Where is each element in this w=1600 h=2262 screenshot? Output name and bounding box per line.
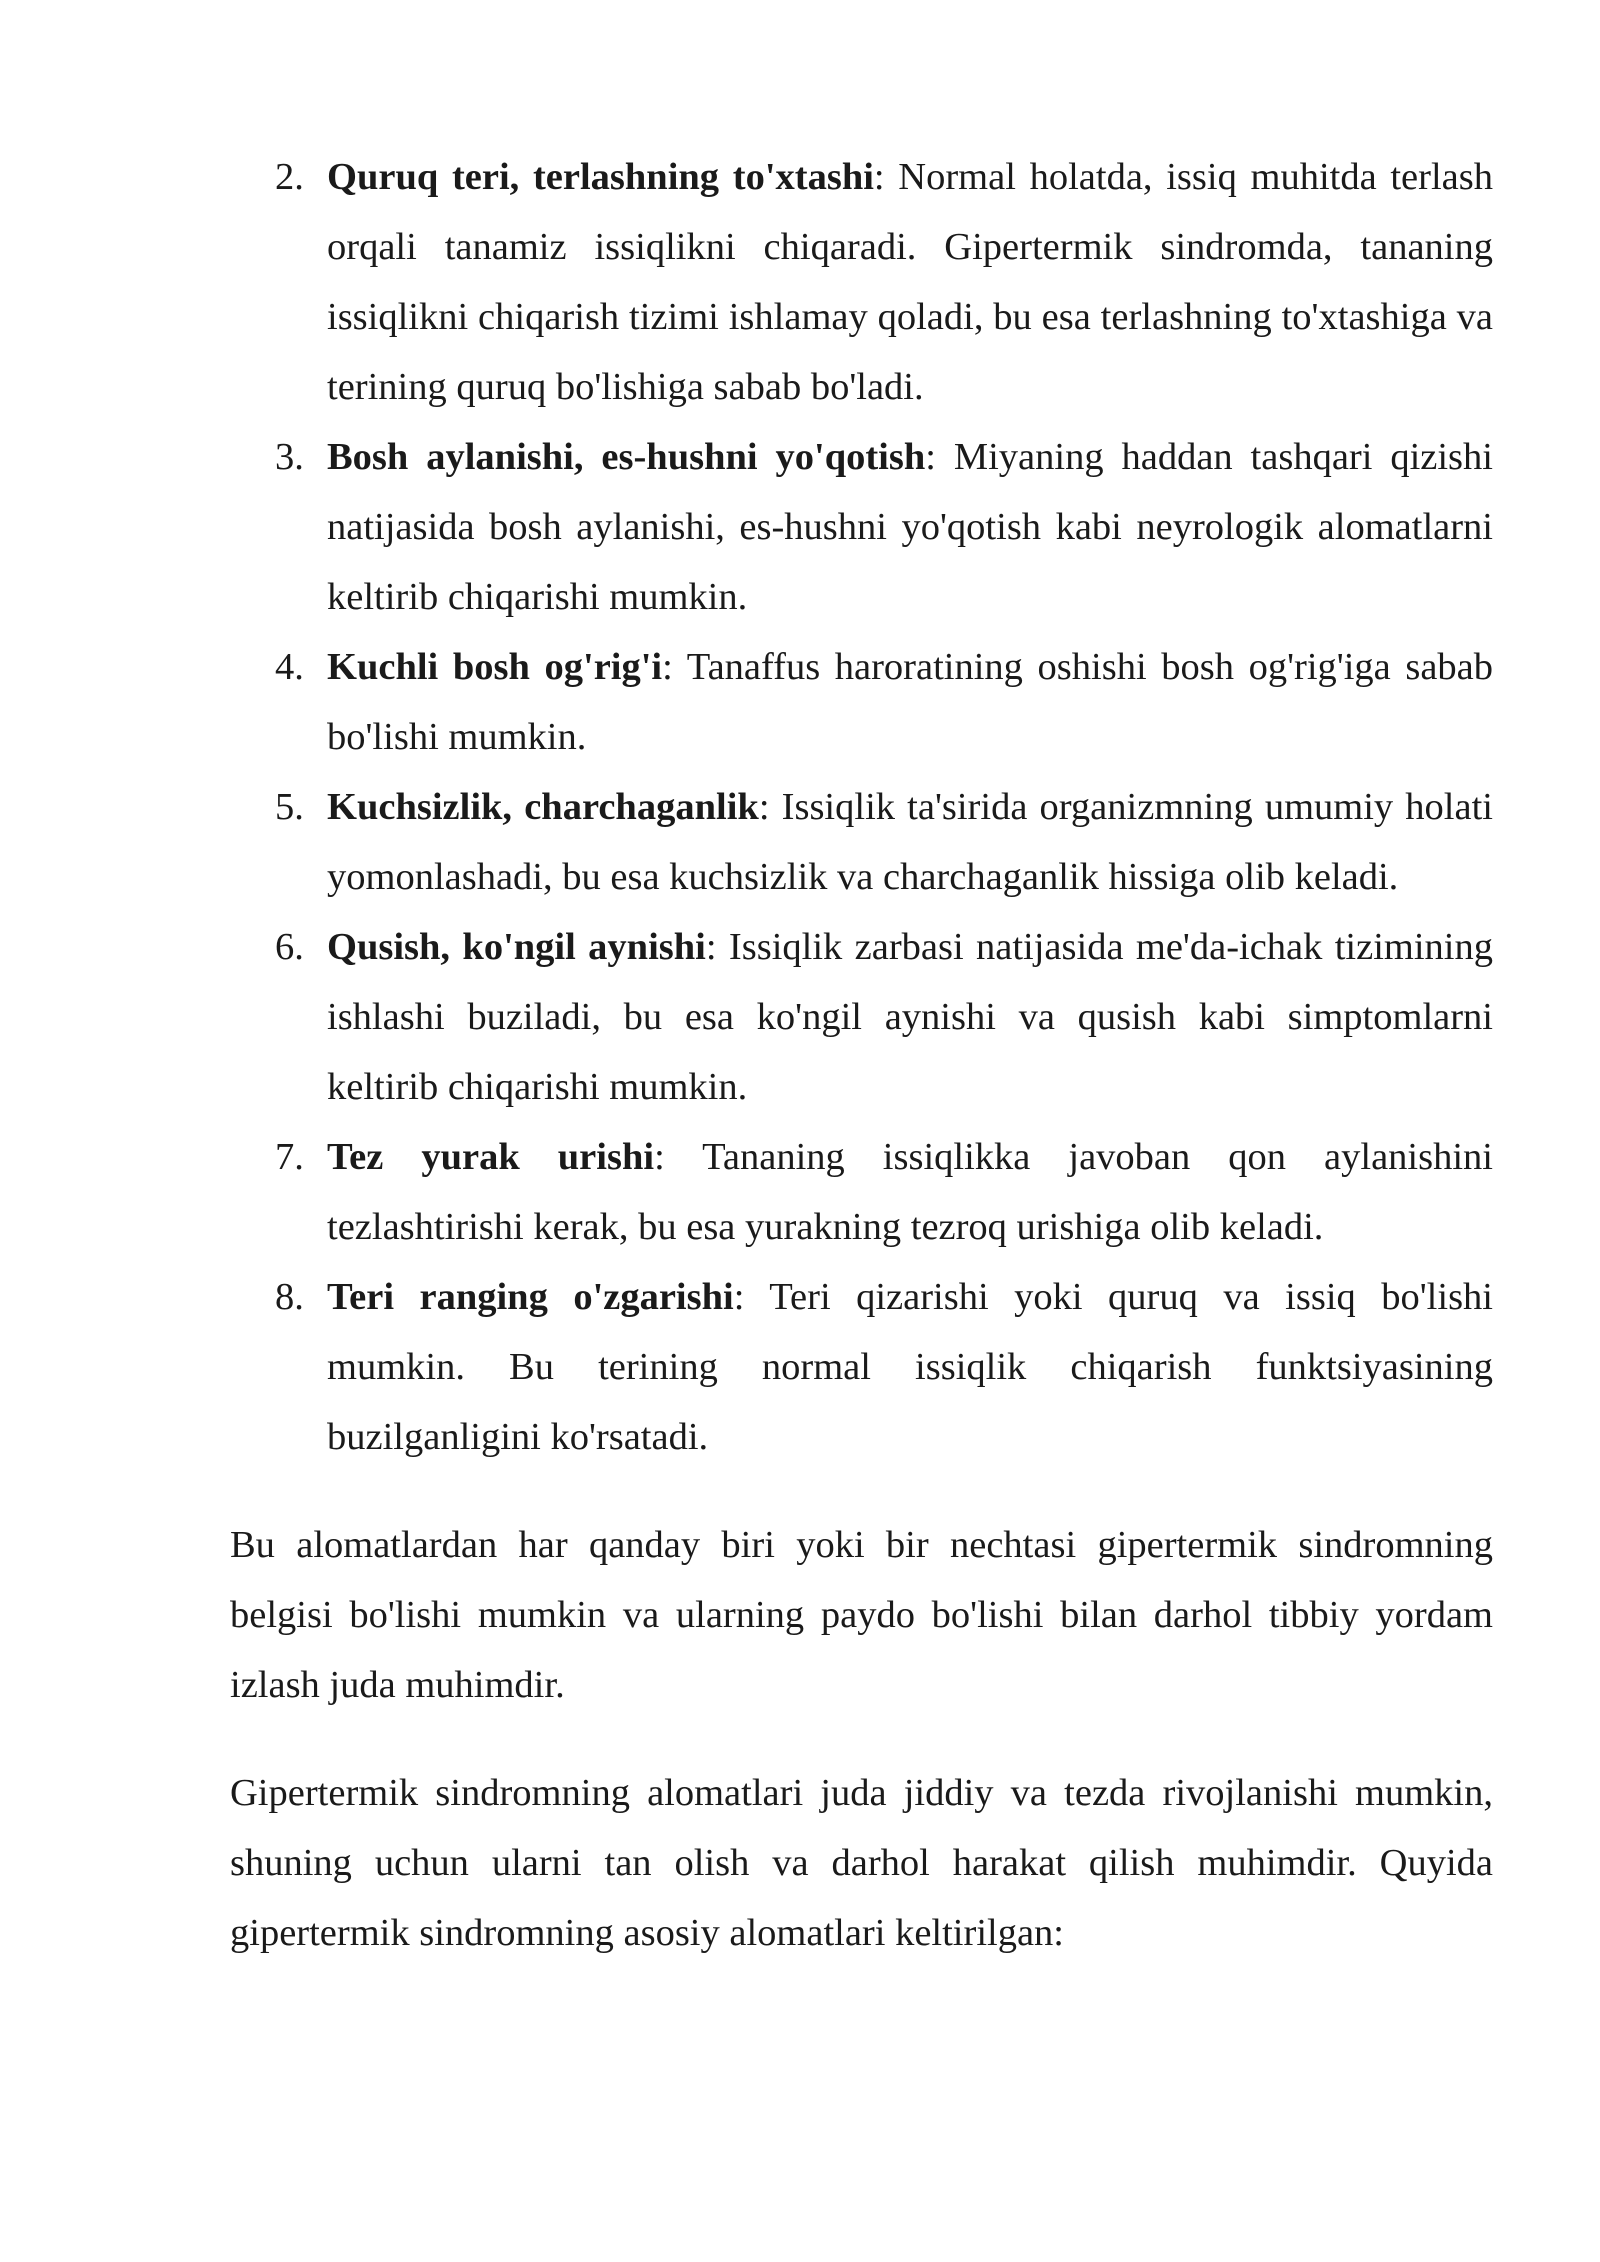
list-number: 7. — [275, 1136, 304, 1178]
list-text: : Miyaning haddan tashqari qizishi natijasida bosh aylanishi, es-hushni yo'qotish kabi neyrologik alomatlarni keltirib chiqarishi mumkin. — [327, 436, 1493, 618]
list-term: Teri ranging o'zgarishi — [327, 1276, 734, 1318]
list-term: Bosh aylanishi, es-hushni yo'qotish — [327, 436, 926, 478]
body-paragraph: Bu alomatlardan har qanday biri yoki bir nechtasi gipertermik sindromning belgisi bo'lishi mumkin va ularning paydo bo'lishi bilan darhol tibbiy yordam izlash juda muhimdir. — [230, 1524, 1493, 1706]
list-item — [230, 1262, 1493, 1472]
list-term: Qusish, ko'ngil aynishi — [327, 926, 706, 968]
list-item — [230, 912, 1493, 1122]
list-text: : Tananing issiqlikka javoban qon aylanishini tezlashtirishi kerak, bu esa yurakning tezroq urishiga olib keladi. — [327, 1136, 1493, 1248]
list-text: : Issiqlik ta'sirida organizmning umumiy holati yomonlashadi, bu esa kuchsizlik va charchaganlik hissiga olib keladi. — [327, 786, 1493, 898]
list-number: 5. — [275, 786, 304, 828]
list-term: Quruq teri, terlashning to'xtashi — [327, 156, 874, 198]
body-paragraph: Gipertermik sindromning alomatlari juda jiddiy va tezda rivojlanishi mumkin, shuning uchun ularni tan olish va darhol harakat qilish muhimdir. Quyida gipertermik sindromning asosiy alomatlari keltirilgan: — [230, 1772, 1493, 1954]
list-number: 8. — [275, 1276, 304, 1318]
list-number: 6. — [275, 926, 304, 968]
list-item — [230, 772, 1493, 912]
list-item — [230, 422, 1493, 632]
list-term: Tez yurak urishi — [327, 1136, 655, 1178]
list-term: Kuchli bosh og'rig'i — [327, 646, 663, 688]
document-page — [230, 142, 1493, 1968]
symptom-list — [230, 142, 1493, 1472]
list-text: : Teri qizarishi yoki quruq va issiq bo'lishi mumkin. Bu terining normal issiqlik chiqarish funktsiyasining buzilganligini ko'rsatadi. — [327, 1276, 1493, 1458]
list-number: 2. — [275, 156, 304, 198]
list-number: 4. — [275, 646, 304, 688]
list-item — [230, 1122, 1493, 1262]
list-text: : Normal holatda, issiq muhitda terlash orqali tanamiz issiqlikni chiqaradi. Gipertermik sindromda, tananing issiqlikni chiqarish tizimi ishlamay qoladi, bu esa terlashning to'xtashiga va terining quruq bo'lishiga sabab bo'ladi. — [327, 156, 1493, 408]
list-number: 3. — [275, 436, 304, 478]
list-text: : Tanaffus haroratining oshishi bosh og'rig'iga sabab bo'lishi mumkin. — [327, 646, 1493, 758]
list-term: Kuchsizlik, charchaganlik — [327, 786, 759, 828]
list-text: : Issiqlik zarbasi natijasida me'da-ichak tizimining ishlashi buziladi, bu esa ko'ngil aynishi va qusish kabi simptomlarni keltirib chiqarishi mumkin. — [327, 926, 1494, 1108]
list-item — [230, 142, 1493, 422]
list-item — [230, 632, 1493, 772]
